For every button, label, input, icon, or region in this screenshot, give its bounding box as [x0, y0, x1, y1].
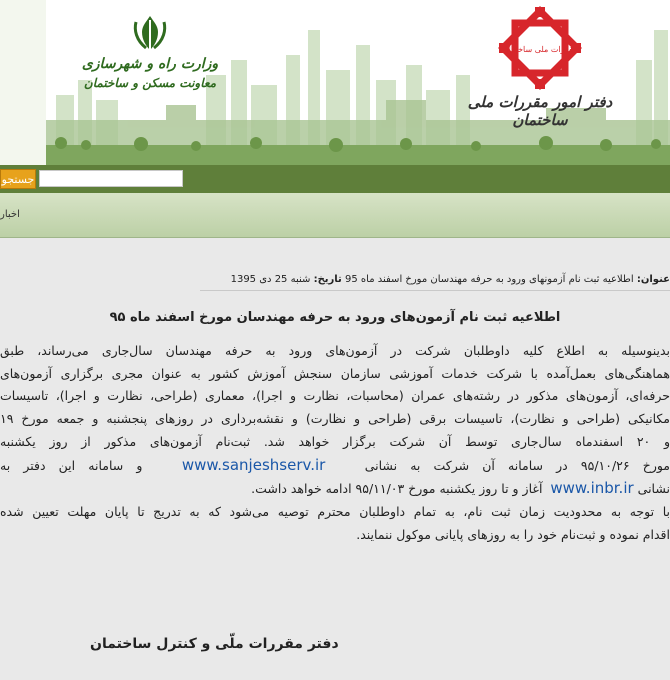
- meta-divider: [200, 290, 670, 291]
- article-meta: [231, 274, 670, 285]
- banner-left-strip: [0, 0, 46, 165]
- body-line: و ۲۰ اسفندماه سال‌جاری توسط آن شرکت برگزار خواهد شد. ثبت‌نام آزمون‌های مذکور از روز یکشنبه: [0, 433, 670, 449]
- ministry-deputy-name: معاونت مسکن و ساختمان: [83, 76, 217, 90]
- ministry-name: وزارت راه و شهرسازی: [81, 56, 219, 72]
- body-text: مورخ ۹۵/۱۰/۲۶ در سامانه آن شرکت به نشانی: [364, 457, 670, 473]
- search-bar: [0, 165, 670, 193]
- article-body: [0, 340, 670, 546]
- inbr-link[interactable]: www.inbr.ir: [550, 479, 634, 498]
- search-button[interactable]: جستجو: [0, 169, 36, 189]
- office-branding: [440, 5, 640, 129]
- subject-value: اطلاعیه ثبت نام آزمونهای ورود به حرفه مهندسان مورخ اسفند ماه 95: [345, 274, 634, 285]
- body-text: نشانی: [637, 481, 670, 497]
- body-line: با توجه به محدودیت زمان ثبت نام، به تمام داوطلبان محترم توصیه می‌شود که به تدریج تا پایان مهلت تعیین شده: [0, 503, 670, 519]
- nav-item-news[interactable]: اخبار: [0, 209, 20, 220]
- body-line: هماهنگی‌های بعمل‌آمده با شرکت خدمات آموزشی سازمان سنجش آموزش کشور به عنوان مجری برگزاری آزمون‌های: [0, 365, 670, 381]
- body-line: [0, 454, 670, 478]
- header-banner: [0, 0, 670, 165]
- sanjeshserv-link[interactable]: www.sanjeshserv.ir: [181, 455, 326, 474]
- subject-label: عنوان:: [636, 274, 670, 285]
- body-text: آغاز و تا روز یکشنبه مورخ ۹۵/۱۱/۰۳ ادامه خواهد داشت.: [251, 481, 543, 497]
- article-title: اطلاعیه ثبت نام آزمون‌های ورود به حرفه مهندسان مورخ اسفند ماه ۹۵: [109, 310, 561, 325]
- article-content: [0, 238, 670, 680]
- date-label: تاریخ:: [313, 274, 342, 285]
- body-line: بدینوسیله به اطلاع کلیه داوطلبان شرکت در آزمون‌های ورود به حرفه مهندسان سال‌جاری می‌رساند، طبق: [0, 343, 670, 358]
- ministry-branding: [80, 14, 220, 90]
- nav-bar: [0, 193, 670, 238]
- body-line: حرفه‌ای، آزمون‌های مذکور در رشته‌های عمران (محاسبات، نظارت و اجرا)، معماری (طراحی، نظارت و اجرا)، تاسیسات: [0, 388, 670, 404]
- national-building-regulations-logo: [497, 5, 583, 91]
- body-line: اقدام نموده و ثبت‌نام خود را به روزهای پایانی موکول ننمایند.: [356, 526, 670, 542]
- body-line: مکانیکی (طراحی و نظارت)، تاسیسات برقی (طراحی و نظارت) و نقشه‌برداری در روزهای پنجشنبه و جمعه مورخ ۱۹: [0, 411, 670, 427]
- search-input[interactable]: [39, 170, 183, 187]
- date-value: شنبه 25 دی 1395: [230, 274, 311, 285]
- signature: دفتر مقررات ملّی و کنترل ساختمان: [90, 636, 339, 652]
- iran-emblem-icon: [132, 14, 168, 52]
- office-name: دفتر امور مقررات ملی ساختمان: [467, 93, 613, 129]
- logo-text: مقررات ملی ساختمان: [502, 45, 578, 54]
- body-line: [0, 477, 670, 501]
- body-text: و سامانه این دفتر به: [0, 457, 143, 473]
